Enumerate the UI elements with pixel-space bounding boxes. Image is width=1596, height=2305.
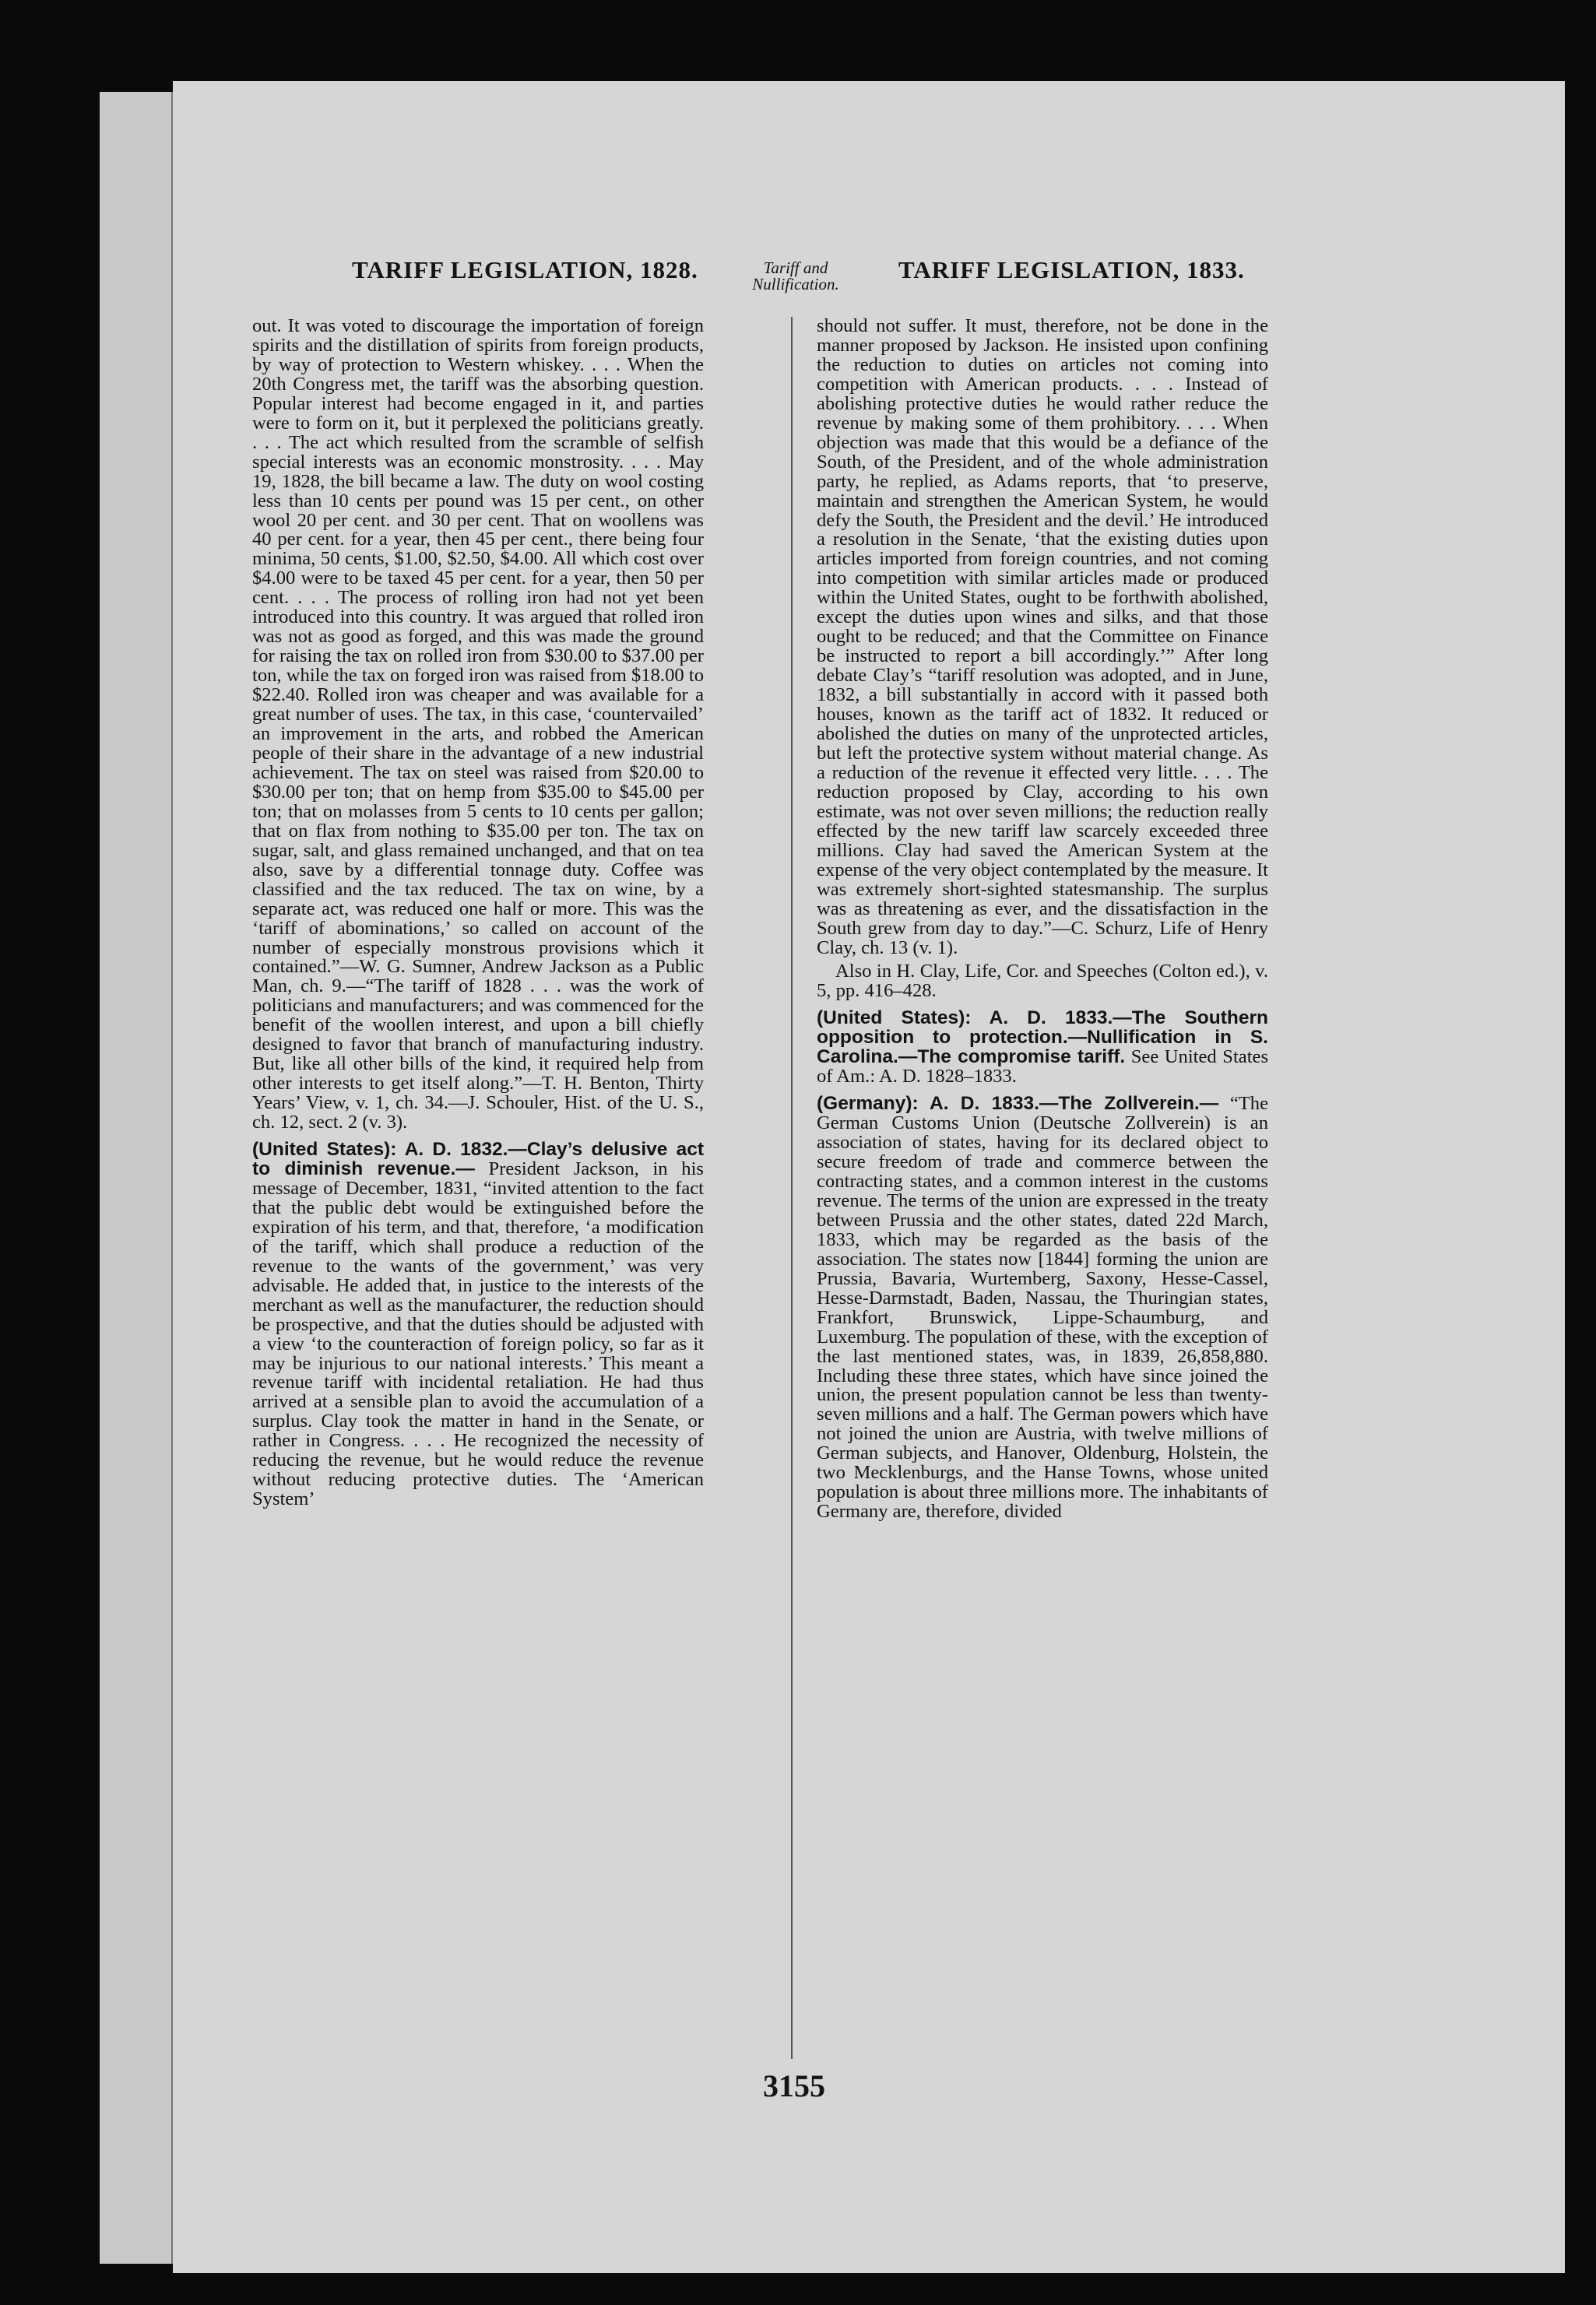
entry-1832-continuation: should not suffer. It must, therefore, not be done in the manner proposed by Jackson. He insisted upon confining the reduction to duties on articles not coming into competition with American products. . . . Instead of abolishing protective duties he would rather reduce the revenue by making some of them prohibitory. . . . When objection was made that this would be a defiance of the South, of the President, and of the whole administration party, he replied, as Adams reports, that ‘to preserve, maintain and strengthen the American System, he would defy the South, the President and the devil.’ He introduced a resolution in the Senate, ‘that the existing duties upon articles imported from foreign countries, and not coming into competition with similar articles made or produced within the United States, ought to be forthwith abolished, except the duties upon wines and silks, and that those ought to be reduced; and that the Committee on Finance be instructed to report a bill accordingly.’” After long debate Clay’s “tariff resolution was adopted, and in June, 1832, a bill substantially in accord with it passed both houses, known as the tariff act of 1832. It reduced or abolished the duties on many of the unprotected articles, but left the protective system without material change. As a reduction of the revenue it effected very little. . . . The reduction proposed by Clay, according to his own estimate, was not over seven millions; the reduction really effected by the new tariff law scarcely exceeded three millions. Clay had saved the American System at the expense of the very object contemplated by the measure. It was extremely short-sighted statesmanship. The surplus was as threatening as ever, and the dissatisfaction in the South grew from day to day.”—C. Schurz, Life of Henry Clay, ch. 13 (v. 1). — [817, 315, 1268, 958]
entry-1833-nullification-body: See United States of Am.: A. D. 1828–1833. — [817, 1046, 1269, 1087]
entry-1828-continuation: out. It was voted to discourage the importation of foreign spirits and the distillation of spirits from foreign products, by way of protection to Western whiskey. . . . When the 20th Congress met, the tariff was the absorbing question. Popular interest had become engaged in it, and parties were to form on it, but it perplexed the politicians greatly. . . . The act which resulted from the scramble of selfish special interests was an economic monstrosity. . . . May 19, 1828, the bill became a law. The duty on wool costing less than 10 cents per pound was 15 per cent., on other wool 20 per cent. and 30 per cent. That on woollens was 40 per cent. for a year, then 45 per cent., there being four minima, 50 cents, $1.00, $2.50, $4.00. All which cost over $4.00 were to be taxed 45 per cent. for a year, then 50 per cent. . . . The process of rolling iron had not yet been introduced into this country. It was argued that rolled iron was not as good as forged, and this was made the ground for raising the tax on rolled iron from $30.00 to $37.00 per ton, while the tax on forged iron was raised from $18.00 to $22.40. Rolled iron was cheaper and was available for a great number of uses. The tax, in this case, ‘countervailed’ an improvement in the arts, and robbed the American people of their share in the advantage of a new industrial achievement. The tax on steel was raised from $20.00 to $30.00 per ton; that on hemp from $35.00 to $45.00 per ton; that on molasses from 5 cents to 10 cents per gallon; that on flax from nothing to $35.00 per ton. The tax on sugar, salt, and glass remained unchanged, and that on tea also, save by a differential tonnage duty. Coffee was classified and the tax reduced. The tax on wine, by a separate act, was reduced one half or more. This was the ‘tariff of abominations,’ so called on account of the number of especially monstrous provisions which it contained.”—W. G. Sumner, Andrew Jackson as a Public Man, ch. 9.—“The tariff of 1828 . . . was the work of politicians and manufacturers; and was commenced for the benefit of the woollen interest, and upon a bill chiefly designed to favor that branch of manufacturing industry. But, like all other bills of the kind, it required help from other interests to get itself along.”—T. H. Benton, Thirty Years’ View, v. 1, ch. 34.—J. Schouler, Hist. of the U. S., ch. 12, sect. 2 (v. 3). — [252, 315, 704, 1133]
entry-1833-zollverein-heading: (Germany): A. D. 1833.—The Zollverein.— — [817, 1093, 1219, 1115]
also-in-reference: Also in H. Clay, Life, Cor. and Speeches (Colton ed.), v. 5, pp. 416–428. — [817, 961, 1268, 1002]
entry-1832-heading: (United States): A. D. 1832.—Clay’s delusive act to diminish revenue.— — [252, 1139, 704, 1179]
running-head-center-line2: Nullification. — [752, 275, 839, 293]
page-number: 3155 — [763, 2068, 825, 2103]
entry-1832 — [252, 1140, 704, 1509]
entry-1833-nullification-heading: (United States): A. D. 1833.—The Southern opposition to protection.—Nullification in S. Carolina.—The compromise tariff. — [817, 1007, 1268, 1068]
book-page — [173, 81, 1565, 2273]
left-column — [252, 317, 704, 1509]
left-page-edge — [100, 92, 174, 2264]
entry-1833-nullification — [817, 1009, 1268, 1087]
running-head-left: TARIFF LEGISLATION, 1828. — [352, 256, 698, 283]
running-head-center — [718, 260, 874, 293]
right-column — [817, 317, 1268, 1522]
entry-1832-body: President Jackson, in his message of December, 1831, “invited attention to the fact that the public debt would be extinguished before the expiration of his term, and that, therefore, ‘a modification of the tariff, which shall produce a reduction of the revenue to the wants of the government,’ was very advisable. He added that, in justice to the interests of the merchant as well as the manufacturer, the reduction should be prospective, and that the duties should be adjusted with a view ‘to the counteraction of foreign policy, so far as it may be injurious to our national interests.’ This meant a revenue tariff with incidental retaliation. He had thus arrived at a sensible plan to avoid the accumulation of a surplus. Clay took the matter in hand in the Senate, or rather in Congress. . . . He recognized the necessity of reducing the revenue, but he would reduce the revenue without reducing protective duties. The ‘American System’ — [252, 1158, 704, 1510]
entry-1833-zollverein-body: “The German Customs Union (Deutsche Zollverein) is an association of states, having for its declared object to secure freedom of trade and commerce between the contracting states, and a common interest in the customs revenue. The terms of the union are expressed in the treaty between Prussia and the other states, dated 22d March, 1833, which may be regarded as the basis of the association. The states now [1844] forming the union are Prussia, Bavaria, Wurtemberg, Saxony, Hesse-Cassel, Hesse-Darmstadt, Baden, Nassau, the Thuringian states, Frankfort, Brunswick, Lippe-Schaumburg, and Luxemburg. The population of these, with the exception of the last mentioned states, was, in 1839, 26,858,880. Including these three states, which have since joined the union, the present population cannot be less than twenty-seven millions and a half. The German powers which have not joined the union are Austria, with twelve millions of German subjects, and Hanover, Oldenburg, Holstein, the two Mecklenburgs, and the Hanse Towns, whose united population is about three millions more. The inhabitants of Germany are, therefore, divided — [817, 1093, 1268, 1523]
running-head-right: TARIFF LEGISLATION, 1833. — [898, 256, 1245, 283]
entry-1833-zollverein — [817, 1095, 1268, 1522]
running-head-center-line1: Tariff and — [763, 258, 828, 277]
column-rule — [791, 317, 793, 2059]
